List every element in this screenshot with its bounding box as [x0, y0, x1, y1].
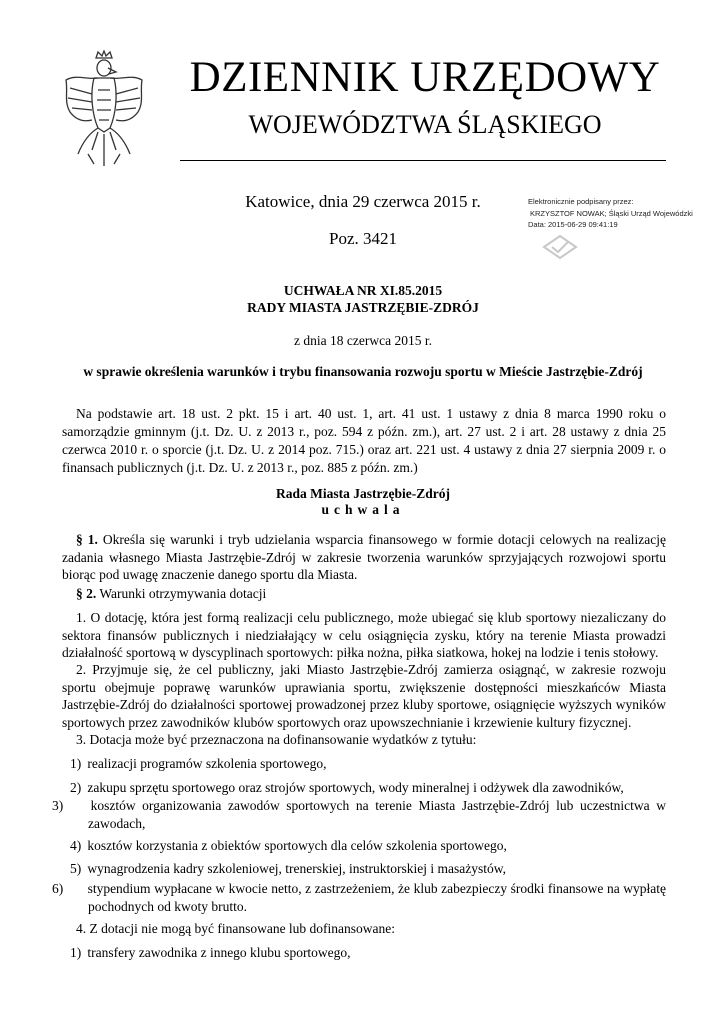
resolution-date: z dnia 18 czerwca 2015 r.: [294, 333, 432, 348]
section-1-text: Określa się warunki i tryb udzielania wsparcia finansowego w formie dotacji celowych na realizację zadania własnego Miasta Jastrzębie-Zdrój w zakresie tworzenia warunków sprzyjających rozwojowi sportu biorąc pod uwagę znaczenie danego sportu dla Miasta.: [62, 532, 667, 582]
position-number: Poz. 3421: [329, 229, 397, 248]
resolves-heading: uchwala: [321, 502, 405, 517]
paragraph-3: 3. Dotacja może być przeznaczona na dofinansowanie wydatków z tytułu:: [76, 732, 477, 747]
paragraph-2: 2. Przyjmuje się, że cel publiczny, jaki Miasto Jastrzębie-Zdrój zamierza osiągnąć, w zakresie rozwoju sportu obejmuje poprawę warunków uprawiania sportu, zwiększenie dostępności mieszkańców Miasta Jastrzębie-Zdrój do działalności sportowej prowadzonej przez kluby sportowe, osiągnięcie wyższych wyników sportowych przez zawodników klubów sportowych oraz upowszechnianie i krzewienie kultury fizycznej.: [62, 662, 666, 730]
resolution-issuer: RADY MIASTA JASTRZĘBIE-ZDRÓJ: [247, 300, 479, 315]
electronic-signature: [528, 196, 708, 231]
list-item: 5) wynagrodzenia kadry szkoleniowej, trenerskiej, instruktorskiej i masażystów,: [70, 861, 507, 876]
section-1-label: § 1.: [76, 532, 98, 547]
paragraph-1: 1. O dotację, która jest formą realizacji celu publicznego, może ubiegać się klub sportowy niezaliczany do sektora finansów publicznych i niedziałający w celu osiągnięcia zysku, który na terenie Miasta prowadzi działalność sportową w dyscyplinach sportowych: piłka nożna, piłka siatkowa, hokej na lodzie i tenis stołowy.: [62, 610, 666, 660]
signature-check-icon: [540, 232, 580, 262]
issue-date: Katowice, dnia 29 czerwca 2015 r.: [245, 192, 481, 211]
signature-signer: KRZYSZTOF NOWAK; Śląski Urząd Wojewódzki: [530, 208, 693, 218]
section-2-heading: [62, 585, 666, 603]
list-item: 1) realizacji programów szkolenia sportowego,: [70, 756, 327, 771]
list-item: 1) transfery zawodnika z innego klubu sportowego,: [70, 945, 351, 960]
list-item: 2) zakupu sprzętu sportowego oraz strojów sportowych, wody mineralnej i odżywek dla zawodników,: [70, 780, 624, 795]
resolution-subject: w sprawie określenia warunków i trybu finansowania rozwoju sportu w Mieście Jastrzębie-Zdrój: [83, 364, 643, 379]
section-1: [62, 531, 666, 584]
council-name: Rada Miasta Jastrzębie-Zdrój: [276, 486, 450, 501]
list-item: 3) kosztów organizowania zawodów sportowych na terenie Miasta Jastrzębie-Zdrój lub uczestnictwa w zawodach,: [52, 798, 667, 831]
header-divider: [180, 160, 666, 161]
publication-subtitle: WOJEWÓDZTWA ŚLĄSKIEGO: [248, 110, 602, 139]
paragraph-4: 4. Z dotacji nie mogą być finansowane lub dofinansowane:: [76, 921, 396, 936]
eagle-emblem-icon: [58, 50, 150, 168]
list-item: 6) stypendium wypłacane w kwocie netto, z zastrzeżeniem, że klub zabezpieczy środki finansowe na wypłatę pochodnych od kwoty brutto.: [52, 881, 666, 914]
section-2-text: Warunki otrzymywania dotacji: [96, 586, 267, 601]
signature-label: Elektronicznie podpisany przez:: [528, 197, 634, 206]
list-item: 4) kosztów korzystania z obiektów sportowych dla celów szkolenia sportowego,: [70, 838, 507, 853]
resolution-number: UCHWAŁA NR XI.85.2015: [283, 283, 443, 298]
publication-title: DZIENNIK URZĘDOWY: [189, 54, 661, 101]
section-2-label: § 2.: [76, 586, 97, 601]
signature-date: Data: 2015-06-29 09:41:19: [528, 220, 618, 229]
legal-basis: Na podstawie art. 18 ust. 2 pkt. 15 i art. 40 ust. 1, art. 41 ust. 1 ustawy z dnia 8 marca 1990 roku o samorządzie gminnym (j.t. Dz. U. z 2013 r., poz. 594 z późn. zm.), art. 27 ust. 2 i art. 28 ustawy z dnia 25 czerwca 2010 r. o sporcie (j.t. Dz. U. z 2014 poz. 715.) oraz art. 221 ust. 4 ustawy z dnia 27 sierpnia 2009 r. o finansach publicznych (j.t. Dz. U. z 2013 r., poz. 885 z późn. zm.): [62, 406, 666, 475]
